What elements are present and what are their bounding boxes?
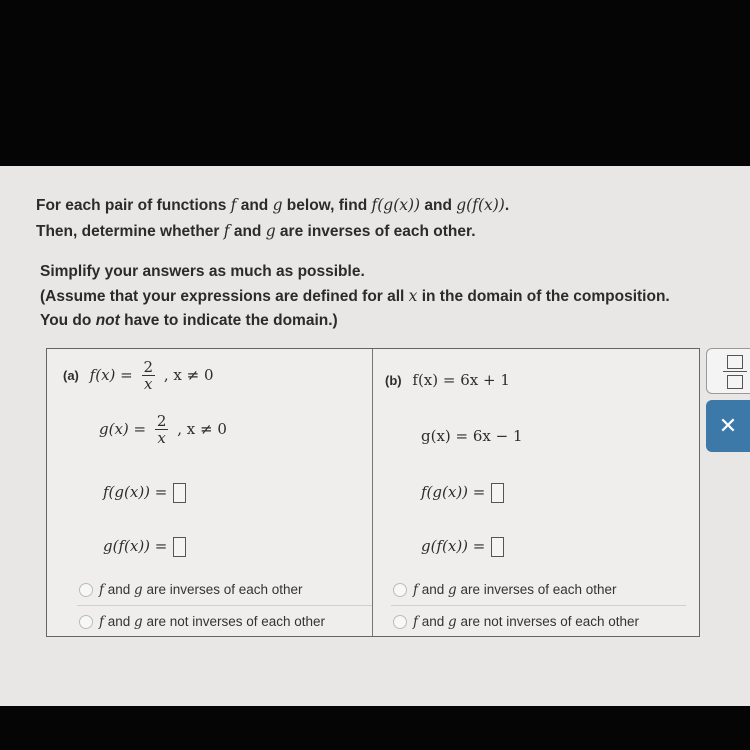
math-g: g	[448, 582, 457, 598]
text: in the domain of the composition.	[417, 288, 670, 305]
part-b-gf-answer-input[interactable]	[491, 537, 504, 557]
part-a-gf-row	[103, 537, 186, 557]
screen	[0, 166, 750, 706]
math-g: g	[134, 582, 143, 598]
math-gf: g(f(x))	[456, 196, 505, 214]
radio-button[interactable]	[393, 615, 407, 629]
part-b-fg-answer-input[interactable]	[491, 483, 504, 503]
text: and	[420, 197, 457, 214]
math-f: f	[413, 582, 418, 598]
problem-table	[46, 348, 700, 637]
math-f: f	[99, 614, 104, 630]
part-b-option-inverses[interactable]	[393, 582, 617, 598]
math-f: f	[413, 614, 418, 630]
text: (Assume that your expressions are defined for all	[40, 288, 409, 305]
instruction-line-2	[36, 222, 476, 241]
part-a-f-definition	[63, 359, 214, 393]
g-numerator: 2	[156, 412, 167, 430]
assume-line	[40, 287, 670, 306]
gf-label: g(f(x)) =	[103, 537, 168, 555]
text: are inverses of each other	[456, 582, 617, 597]
part-a-fg-row	[103, 483, 186, 503]
text: are not inverses of each other	[142, 614, 326, 629]
part-a-g-definition	[99, 413, 227, 447]
text: are not inverses of each other	[456, 614, 640, 629]
option-divider	[391, 605, 686, 606]
f-expression: f(x) = 6x + 1	[412, 371, 510, 389]
text: .	[504, 197, 510, 214]
text: For each pair of functions	[36, 197, 231, 214]
math-f: f	[99, 582, 104, 598]
f-fraction	[142, 359, 156, 393]
fg-label: f(g(x)) =	[421, 483, 486, 501]
fg-label: f(g(x)) =	[103, 483, 168, 501]
part-a-column	[47, 349, 373, 636]
part-b-gf-row	[421, 537, 504, 557]
text: and	[418, 614, 449, 629]
math-fg: f(g(x))	[371, 196, 421, 214]
text: below, find	[282, 197, 372, 214]
text: are inverses of each other.	[275, 223, 476, 240]
radio-button[interactable]	[393, 583, 407, 597]
part-b-option-not-inverses[interactable]	[393, 614, 639, 630]
text: are inverses of each other	[142, 582, 303, 597]
g-expression: g(x) = 6x − 1	[421, 427, 523, 445]
math-f: f	[230, 196, 237, 214]
g-denominator: x	[157, 429, 166, 447]
text: and	[104, 614, 135, 629]
part-a-gf-answer-input[interactable]	[173, 537, 186, 557]
fraction-numerator-icon	[727, 355, 743, 369]
text: have to indicate the domain.)	[119, 312, 338, 329]
domain-line	[40, 312, 338, 330]
part-a-option-inverses[interactable]	[79, 582, 303, 598]
radio-button[interactable]	[79, 615, 93, 629]
part-b-fg-row	[421, 483, 504, 503]
text: and	[418, 582, 449, 597]
text: and	[229, 223, 266, 240]
part-b-column	[373, 349, 699, 636]
emphasis-not: not	[95, 312, 120, 329]
g-condition: , x ≠ 0	[177, 420, 227, 438]
math-g: g	[265, 222, 276, 240]
f-lhs: f(x) =	[89, 366, 133, 384]
close-icon[interactable]: ✕	[706, 400, 750, 452]
part-a-option-not-inverses[interactable]	[79, 614, 325, 630]
fraction-tool-button[interactable]	[706, 348, 750, 394]
radio-button[interactable]	[79, 583, 93, 597]
math-f: f	[223, 222, 230, 240]
text: Then, determine whether	[36, 223, 224, 240]
text: and	[236, 197, 273, 214]
part-b-g-definition	[421, 427, 523, 445]
f-condition: , x ≠ 0	[163, 366, 214, 384]
part-a-fg-answer-input[interactable]	[173, 483, 186, 503]
math-g: g	[134, 614, 143, 630]
part-b-label: (b)	[385, 373, 402, 388]
fraction-bar-icon	[723, 371, 747, 372]
instruction-line-1	[36, 196, 509, 215]
f-denominator: x	[144, 375, 153, 393]
fraction-denominator-icon	[727, 375, 743, 389]
math-g: g	[272, 196, 283, 214]
math-g: g	[448, 614, 457, 630]
part-b-f-definition	[385, 371, 510, 389]
math-x: x	[408, 287, 418, 305]
g-lhs: g(x) =	[99, 420, 147, 438]
simplify-line: Simplify your answers as much as possible.	[40, 263, 365, 280]
g-fraction	[155, 413, 169, 447]
part-a-label: (a)	[63, 368, 79, 383]
text: and	[104, 582, 135, 597]
gf-label: g(f(x)) =	[421, 537, 486, 555]
f-numerator: 2	[143, 358, 154, 376]
option-divider	[77, 605, 372, 606]
text: You do	[40, 312, 96, 329]
